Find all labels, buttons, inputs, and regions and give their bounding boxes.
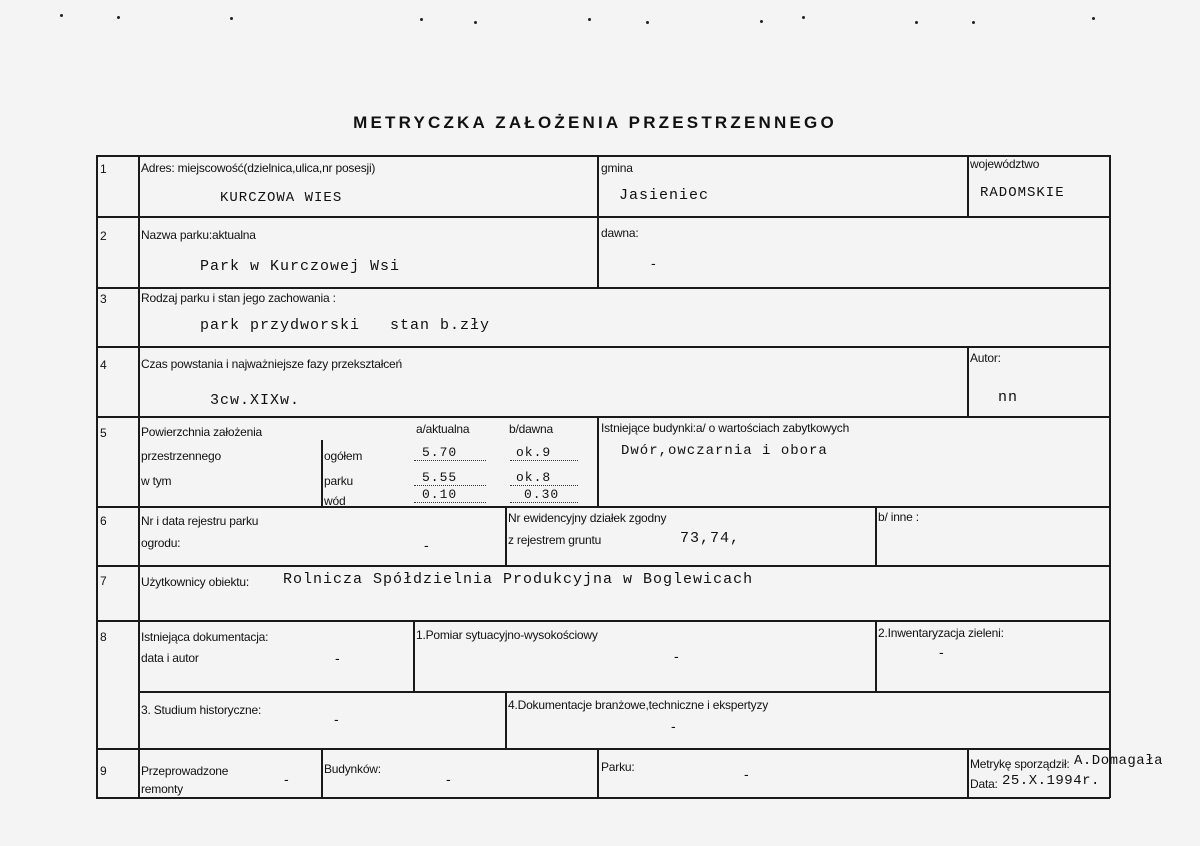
register-label: Nr i data rejestru parku	[141, 514, 259, 528]
row-number-2: 2	[100, 229, 107, 243]
row-number-6: 6	[100, 514, 107, 528]
park-area-label: parku	[324, 474, 354, 488]
register-label-2: ogrodu:	[141, 536, 181, 550]
repairs-label: Przeprowadzone	[141, 764, 229, 778]
address-value: KURCZOWA WIES	[220, 190, 343, 206]
register-value: -	[424, 537, 429, 553]
users-label: Użytkownicy obiektu:	[141, 575, 250, 589]
voivodeship-value: RADOMSKIE	[980, 185, 1065, 201]
former-name-value: -	[651, 255, 656, 271]
row-number-1: 1	[100, 162, 107, 176]
total-label: ogółem	[324, 449, 363, 463]
greenery-label: 2.Inwentaryzacja zieleni:	[878, 626, 1004, 640]
prepared-by-label: Metrykę sporządził:	[970, 757, 1070, 771]
park-type-label: Rodzaj parku i stan jego zachowania :	[141, 291, 336, 305]
documentation-value: -	[335, 650, 340, 666]
buildings-repairs-value: -	[446, 771, 451, 787]
water-former-value: 0.30	[510, 487, 578, 503]
buildings-repairs-label: Budynków:	[324, 762, 381, 776]
author-value: nn	[998, 389, 1019, 406]
row-number-7: 7	[100, 574, 107, 588]
total-current-value: 5.70	[414, 445, 486, 461]
park-repairs-value: -	[744, 766, 749, 782]
date-value: 25.X.1994r.	[1002, 773, 1100, 789]
historical-study-value: -	[334, 711, 339, 727]
row-number-9: 9	[100, 764, 107, 778]
documentation-label: Istniejąca dokumentacja:	[141, 630, 269, 644]
voivodeship-label: województwo	[970, 157, 1040, 171]
creation-time-label: Czas powstania i najważniejsze fazy przekształceń	[141, 357, 402, 371]
former-name-label: dawna:	[601, 226, 639, 240]
gmina-value: Jasieniec	[619, 187, 710, 204]
park-name-value: Park w Kurczowej Wsi	[200, 258, 401, 275]
survey-label: 1.Pomiar sytuacyjno-wysokościowy	[416, 628, 598, 642]
plot-number-label-2: z rejestrem gruntu	[508, 533, 602, 547]
plot-number-label: Nr ewidencyjny działek zgodny	[508, 511, 667, 525]
repairs-label-2: remonty	[141, 782, 183, 796]
row-number-8: 8	[100, 630, 107, 644]
park-repairs-label: Parku:	[601, 760, 635, 774]
other-label: b/ inne :	[878, 510, 919, 524]
author-label: Autor:	[970, 351, 1001, 365]
row-number-3: 3	[100, 292, 107, 306]
area-label-3: w tym	[141, 474, 172, 488]
park-type-value: park przydworski stan b.zły	[200, 317, 491, 334]
total-former-value: ok.9	[510, 445, 578, 461]
park-current-value: 5.55	[414, 470, 486, 486]
date-label: Data:	[970, 777, 998, 791]
greenery-value: -	[939, 644, 944, 660]
plot-number-value: 73,74,	[680, 530, 741, 547]
branch-docs-value: -	[671, 718, 676, 734]
users-value: Rolnicza Spółdzielnia Produkcyjna w Boglewicach	[283, 571, 754, 588]
park-name-label: Nazwa parku:aktualna	[141, 228, 256, 242]
water-label: wód	[324, 494, 346, 508]
buildings-value: Dwór,owczarnia i obora	[621, 443, 828, 459]
column-current-label: a/aktualna	[416, 422, 470, 436]
branch-docs-label: 4.Dokumentacje branżowe,techniczne i ekspertyzy	[508, 698, 769, 712]
row-number-4: 4	[100, 358, 107, 372]
creation-time-value: 3cw.XIXw.	[210, 392, 301, 409]
address-label: Adres: miejscowość(dzielnica,ulica,nr posesji)	[141, 161, 376, 175]
survey-value: -	[674, 648, 679, 664]
area-label: Powierzchnia założenia	[141, 425, 263, 439]
water-current-value: 0.10	[414, 487, 486, 503]
gmina-label: gmina	[601, 161, 633, 175]
park-former-value: ok.8	[510, 470, 578, 486]
column-former-label: b/dawna	[509, 422, 553, 436]
prepared-by-value: A.Domagała	[1074, 753, 1164, 769]
repairs-value: -	[284, 771, 289, 787]
area-label-2: przestrzennego	[141, 449, 221, 463]
buildings-label: Istniejące budynki:a/ o wartościach zabytkowych	[601, 421, 850, 435]
form-title: METRYCZKA ZAŁOŻENIA PRZESTRZENNEGO	[353, 113, 837, 132]
historical-study-label: 3. Studium historyczne:	[141, 703, 262, 717]
documentation-label-2: data i autor	[141, 651, 199, 665]
row-number-5: 5	[100, 426, 107, 440]
